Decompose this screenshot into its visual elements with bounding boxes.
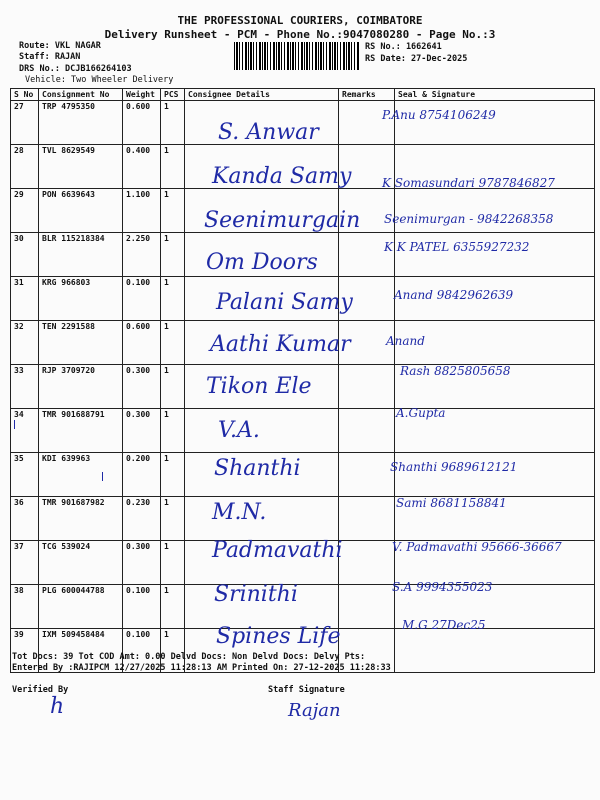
verified-by-label: Verified By	[12, 685, 69, 695]
col-pcs: PCS	[161, 89, 185, 101]
handwritten-signature: Anand	[386, 334, 425, 348]
row-sno: 39	[11, 629, 39, 673]
row-weight: 0.600	[123, 321, 161, 365]
row-pcs: 1	[161, 541, 185, 585]
row-sno: 32	[11, 321, 39, 365]
col-consignment: Consignment No	[39, 89, 123, 101]
handwritten-signature: Sami 8681158841	[396, 496, 507, 510]
row-pcs: 1	[161, 189, 185, 233]
row-consignment: TCG 539024	[39, 541, 123, 585]
row-pcs: 1	[161, 321, 185, 365]
row-consignee	[185, 409, 339, 453]
col-seal: Seal & Signature	[395, 89, 595, 101]
staff-signature-hand: Rajan	[288, 700, 341, 721]
row-remarks	[339, 541, 395, 585]
row-pcs: 1	[161, 233, 185, 277]
handwritten-signature: Shanthi 9689612121	[390, 460, 518, 474]
handwritten-consignee: Seenimurgain	[204, 208, 361, 233]
row-weight: 0.300	[123, 365, 161, 409]
table-header-row	[11, 89, 595, 101]
row-consignment: PLG 600044788	[39, 585, 123, 629]
row-weight: 0.230	[123, 497, 161, 541]
row-pcs: 1	[161, 453, 185, 497]
row-consignment: IXM 509458484	[39, 629, 123, 673]
drs-label: DRS No.: DCJB166264103	[19, 64, 132, 74]
table-row	[11, 585, 595, 629]
row-remarks	[339, 409, 395, 453]
row-consignment: TEN 2291588	[39, 321, 123, 365]
handwritten-consignee: Aathi Kumar	[210, 332, 351, 357]
handwritten-signature: M.G 27Dec25	[402, 618, 486, 632]
handwritten-consignee: Kanda Samy	[212, 164, 352, 189]
row-sno: 27	[11, 101, 39, 145]
col-consignee: Consignee Details	[185, 89, 339, 101]
row-weight: 0.200	[123, 453, 161, 497]
row-sno: 35	[11, 453, 39, 497]
handwritten-signature: Anand 9842962639	[394, 288, 514, 302]
footer-entered: Entered By :RAJIPCM 12/27/2025 11:28:13 AM Printed On: 27-12-2025 11:28:33	[12, 663, 391, 673]
row-pcs: 1	[161, 277, 185, 321]
row-pcs: 1	[161, 629, 185, 673]
handwritten-signature: V. Padmavathi 95666-36667	[392, 540, 562, 554]
row-pcs: 1	[161, 145, 185, 189]
pen-mark	[102, 472, 103, 481]
row-weight: 0.300	[123, 541, 161, 585]
handwritten-signature: S.A 9994355023	[392, 580, 493, 594]
row-pcs: 1	[161, 409, 185, 453]
row-consignment: RJP 3709720	[39, 365, 123, 409]
handwritten-consignee: Spines Life	[216, 624, 341, 649]
row-weight: 1.100	[123, 189, 161, 233]
row-consignment: BLR 115218384	[39, 233, 123, 277]
vehicle-label: Vehicle: Two Wheeler Delivery	[25, 75, 174, 85]
handwritten-signature: P.Anu 8754106249	[382, 108, 496, 122]
row-pcs: 1	[161, 585, 185, 629]
row-pcs: 1	[161, 365, 185, 409]
row-pcs: 1	[161, 497, 185, 541]
handwritten-consignee: Shanthi	[214, 456, 301, 481]
pen-mark	[14, 420, 15, 429]
barcode-image	[234, 42, 360, 70]
company-title: THE PROFESSIONAL COURIERS, COIMBATORE	[177, 14, 423, 27]
row-sno: 31	[11, 277, 39, 321]
col-weight: Weight	[123, 89, 161, 101]
handwritten-signature: K Somasundari 9787846827	[382, 176, 555, 190]
row-remarks	[339, 453, 395, 497]
handwritten-consignee: Palani Samy	[216, 290, 353, 315]
footer-totals: Tot Docs: 39 Tot COD Amt: 0.00 Delvd Docs: Non Delvd Docs: Delvy Pts:	[12, 652, 366, 662]
handwritten-signature: Seenimurgan - 9842268358	[384, 212, 554, 226]
row-weight: 0.100	[123, 585, 161, 629]
row-sno: 36	[11, 497, 39, 541]
handwritten-consignee: V.A.	[218, 418, 260, 443]
row-pcs: 1	[161, 101, 185, 145]
row-consignment: TVL 8629549	[39, 145, 123, 189]
row-sno: 29	[11, 189, 39, 233]
handwritten-consignee: Srinithi	[214, 582, 298, 607]
row-sno: 37	[11, 541, 39, 585]
handwritten-signature: Rash 8825805658	[400, 364, 511, 378]
handwritten-signature: A.Gupta	[396, 406, 446, 420]
row-consignment: KDI 639963	[39, 453, 123, 497]
row-weight: 0.300	[123, 409, 161, 453]
row-consignment: TMR 901688791	[39, 409, 123, 453]
staff-label: Staff: RAJAN	[19, 52, 81, 62]
table-row	[11, 497, 595, 541]
row-sno: 33	[11, 365, 39, 409]
runsheet-subtitle: Delivery Runsheet - PCM - Phone No.:9047080280 - Page No.:3	[104, 28, 496, 41]
row-weight: 0.100	[123, 629, 161, 673]
handwritten-consignee: M.N.	[212, 500, 267, 525]
verified-signature: h	[50, 694, 65, 719]
handwritten-consignee: Om Doors	[206, 250, 318, 275]
col-remarks: Remarks	[339, 89, 395, 101]
row-weight: 0.100	[123, 277, 161, 321]
staff-signature-label: Staff Signature	[268, 685, 345, 695]
row-remarks	[339, 365, 395, 409]
row-weight: 0.400	[123, 145, 161, 189]
row-consignment: TRP 4795350	[39, 101, 123, 145]
table-row	[11, 409, 595, 453]
row-weight: 0.600	[123, 101, 161, 145]
handwritten-consignee: Tikon Ele	[206, 374, 312, 399]
rs-date: RS Date: 27-Dec-2025	[365, 54, 468, 64]
row-consignment: TMR 901687982	[39, 497, 123, 541]
handwritten-signature: K K PATEL 6355927232	[384, 240, 530, 254]
row-sno: 28	[11, 145, 39, 189]
row-remarks	[339, 497, 395, 541]
row-sno: 38	[11, 585, 39, 629]
handwritten-consignee: S. Anwar	[218, 120, 319, 145]
row-consignment: KRG 966803	[39, 277, 123, 321]
handwritten-consignee: Padmavathi	[212, 538, 343, 563]
row-sno: 34	[11, 409, 39, 453]
rs-number: RS No.: 1662641	[365, 42, 442, 52]
col-sno: S No	[11, 89, 39, 101]
row-consignment: PON 6639643	[39, 189, 123, 233]
row-seal	[395, 629, 595, 673]
route-label: Route: VKL NAGAR	[19, 41, 101, 51]
row-remarks	[339, 585, 395, 629]
row-sno: 30	[11, 233, 39, 277]
row-weight: 2.250	[123, 233, 161, 277]
